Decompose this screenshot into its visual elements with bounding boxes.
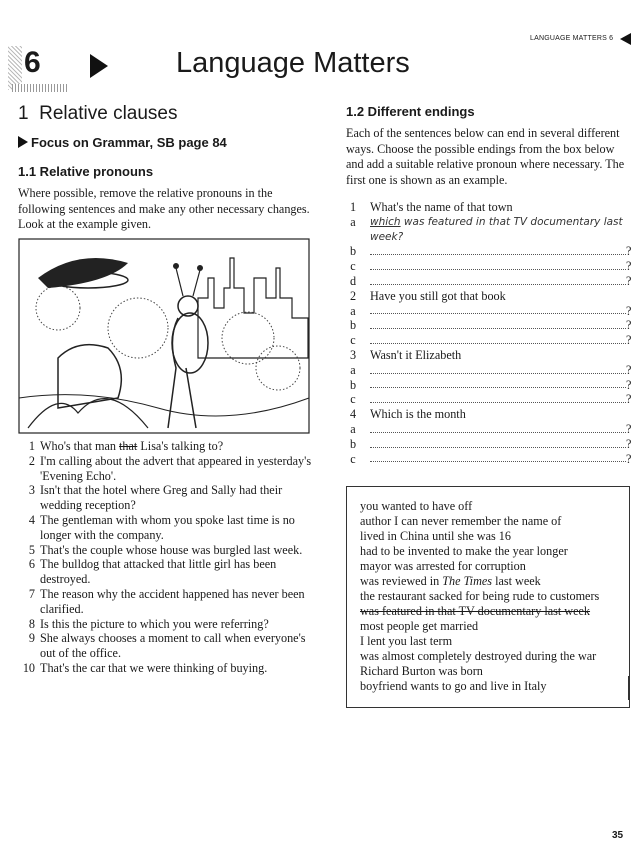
sentence-stem: Have you still got that book xyxy=(370,288,506,303)
answer-row xyxy=(346,289,634,304)
answer-blank[interactable] xyxy=(370,387,626,388)
answer-row xyxy=(346,200,634,215)
question-mark: ? xyxy=(626,273,632,288)
question-mark: ? xyxy=(626,318,632,333)
list-item: 4 The gentleman with whom you spoke last time is no longer with the company. xyxy=(28,512,295,542)
question-mark: ? xyxy=(626,333,632,348)
ending-item: Richard Burton was born xyxy=(360,664,483,678)
ending-item: had to be invented to make the year longer xyxy=(360,544,568,558)
ending-item: the restaurant sacked for being rude to customers xyxy=(360,589,600,603)
question-mark: ? xyxy=(626,362,632,377)
answer-row xyxy=(346,363,634,378)
answer-row xyxy=(346,392,634,407)
answer-blank[interactable] xyxy=(370,269,626,270)
unit-badge xyxy=(8,40,70,92)
ending-item: author I can never remember the name of xyxy=(360,514,562,528)
question-mark: ? xyxy=(626,303,632,318)
page-title: Language Matters xyxy=(176,47,410,79)
answer-blank[interactable] xyxy=(370,373,626,374)
running-head: LANGUAGE MATTERS 6 xyxy=(530,35,614,42)
unit-number: 6 xyxy=(24,46,41,79)
row-label: c xyxy=(350,392,356,407)
focus-line xyxy=(18,135,227,150)
list-item: 6 The bulldog that attacked that little girl has been destroyed. xyxy=(28,557,277,587)
ending-item: I lent you last term xyxy=(360,634,453,648)
sentence-stem: Wasn't it Elizabeth xyxy=(370,347,462,362)
row-label: a xyxy=(350,362,356,377)
exercise-1-2-heading: 1.2 Different endings xyxy=(346,104,475,119)
answer-blank[interactable] xyxy=(370,254,626,255)
answer-blank[interactable] xyxy=(370,313,626,314)
row-label: 1 xyxy=(349,200,357,214)
answer-row xyxy=(346,407,634,422)
question-mark: ? xyxy=(626,259,632,274)
list-item: 7 The reason why the accident happened has never been clarified. xyxy=(28,586,305,616)
ending-item: boyfriend wants to go and live in Italy xyxy=(360,679,547,693)
section-title: Relative clauses xyxy=(39,103,178,124)
answer-row xyxy=(346,304,634,319)
play-arrow-icon xyxy=(90,54,108,78)
answer-blank[interactable] xyxy=(370,432,626,433)
row-label: 2 xyxy=(349,288,357,303)
question-mark: ? xyxy=(626,421,632,436)
question-mark: ? xyxy=(626,377,632,392)
box-margin-mark xyxy=(628,676,629,700)
endings-box xyxy=(346,486,630,708)
exercise-1-2-instructions: Each of the sentences below can end in several different ways. Choose the possible endings from the box below and add a suitable relative pronoun where necessary. The first one is shown as an example. xyxy=(346,126,625,187)
focus-text: Focus on Grammar, SB page 84 xyxy=(31,135,227,150)
answer-row xyxy=(346,452,634,467)
page-number: 35 xyxy=(612,830,624,841)
row-label: b xyxy=(349,377,357,392)
row-label: a xyxy=(350,421,356,436)
ending-item: was reviewed in The Times last week xyxy=(360,574,541,588)
section-number: 1 xyxy=(18,103,29,124)
ending-item: lived in China until she was 16 xyxy=(360,529,511,543)
answer-row xyxy=(346,215,634,230)
answer-blank[interactable] xyxy=(370,343,626,344)
answer-row xyxy=(346,437,634,452)
answer-blank[interactable] xyxy=(370,402,626,403)
list-item: 8 Is this the picture to which you were referring? xyxy=(28,616,269,631)
answer-blank[interactable] xyxy=(370,461,626,462)
ending-item: was almost completely destroyed during the war xyxy=(360,649,597,663)
struck-word: that xyxy=(119,439,138,453)
row-label: b xyxy=(349,318,357,333)
list-item: 2 I'm calling about the advert that appeared in yesterday's 'Evening Echo'. xyxy=(28,453,312,483)
row-label: a xyxy=(350,303,356,318)
answer-row xyxy=(346,230,634,245)
row-label: c xyxy=(350,451,356,466)
example-answer: which was featured in that TV documentary last xyxy=(370,215,623,228)
exercise-1-2-list xyxy=(346,200,634,466)
list-item: 10 That's the car that we were thinking of buying. xyxy=(22,660,268,675)
answer-blank[interactable] xyxy=(370,328,626,329)
answer-row xyxy=(346,244,634,259)
ending-item: you wanted to have off xyxy=(360,499,473,513)
row-label: b xyxy=(349,244,357,259)
cartoon-illustration xyxy=(18,238,310,434)
answer-row xyxy=(346,378,634,393)
row-label: c xyxy=(350,259,356,274)
answer-blank[interactable] xyxy=(370,447,626,448)
left-arrow-icon xyxy=(620,33,631,45)
row-label: c xyxy=(350,333,356,348)
question-mark: ? xyxy=(626,436,632,451)
section-heading xyxy=(18,103,177,125)
list-item: 5 That's the couple whose house was burgled last week. xyxy=(28,542,303,557)
answer-row xyxy=(346,422,634,437)
row-label: d xyxy=(349,273,357,288)
ending-item: was featured in that TV documentary last week xyxy=(360,604,591,618)
row-label: b xyxy=(349,436,357,451)
question-mark: ? xyxy=(626,451,632,466)
sentence-stem: Which is the month xyxy=(370,407,466,422)
unit-badge-dots xyxy=(12,84,68,92)
triangle-icon xyxy=(18,136,28,148)
question-mark: ? xyxy=(626,392,632,407)
answer-row xyxy=(346,318,634,333)
ending-item: most people get married xyxy=(360,619,479,633)
example-answer-continued: week? xyxy=(370,230,404,243)
answer-row xyxy=(346,274,634,289)
endings-list xyxy=(360,499,599,694)
answer-row xyxy=(346,333,634,348)
question-mark: ? xyxy=(626,244,632,259)
answer-row xyxy=(346,348,634,363)
ending-item: mayor was arrested for corruption xyxy=(360,559,526,573)
exercise-1-1-list xyxy=(18,439,318,676)
row-label: a xyxy=(350,214,356,229)
sentence-stem: What's the name of that town xyxy=(370,200,513,214)
row-label: 4 xyxy=(349,407,357,422)
list-item: 3 Isn't that the hotel where Greg and Sally had their wedding reception? xyxy=(28,483,283,513)
answer-blank[interactable] xyxy=(370,284,626,285)
row-label: 3 xyxy=(349,347,357,362)
list-item: 9 She always chooses a moment to call when everyone's out of the office. xyxy=(28,631,306,661)
answer-row xyxy=(346,259,634,274)
list-item: 1 Who's that man that Lisa's talking to? xyxy=(28,439,224,453)
exercise-1-1-heading: 1.1 Relative pronouns xyxy=(18,164,154,179)
exercise-1-1-instructions: Where possible, remove the relative pronouns in the following sentences and make any other necessary changes. Look at the example given. xyxy=(18,186,310,231)
